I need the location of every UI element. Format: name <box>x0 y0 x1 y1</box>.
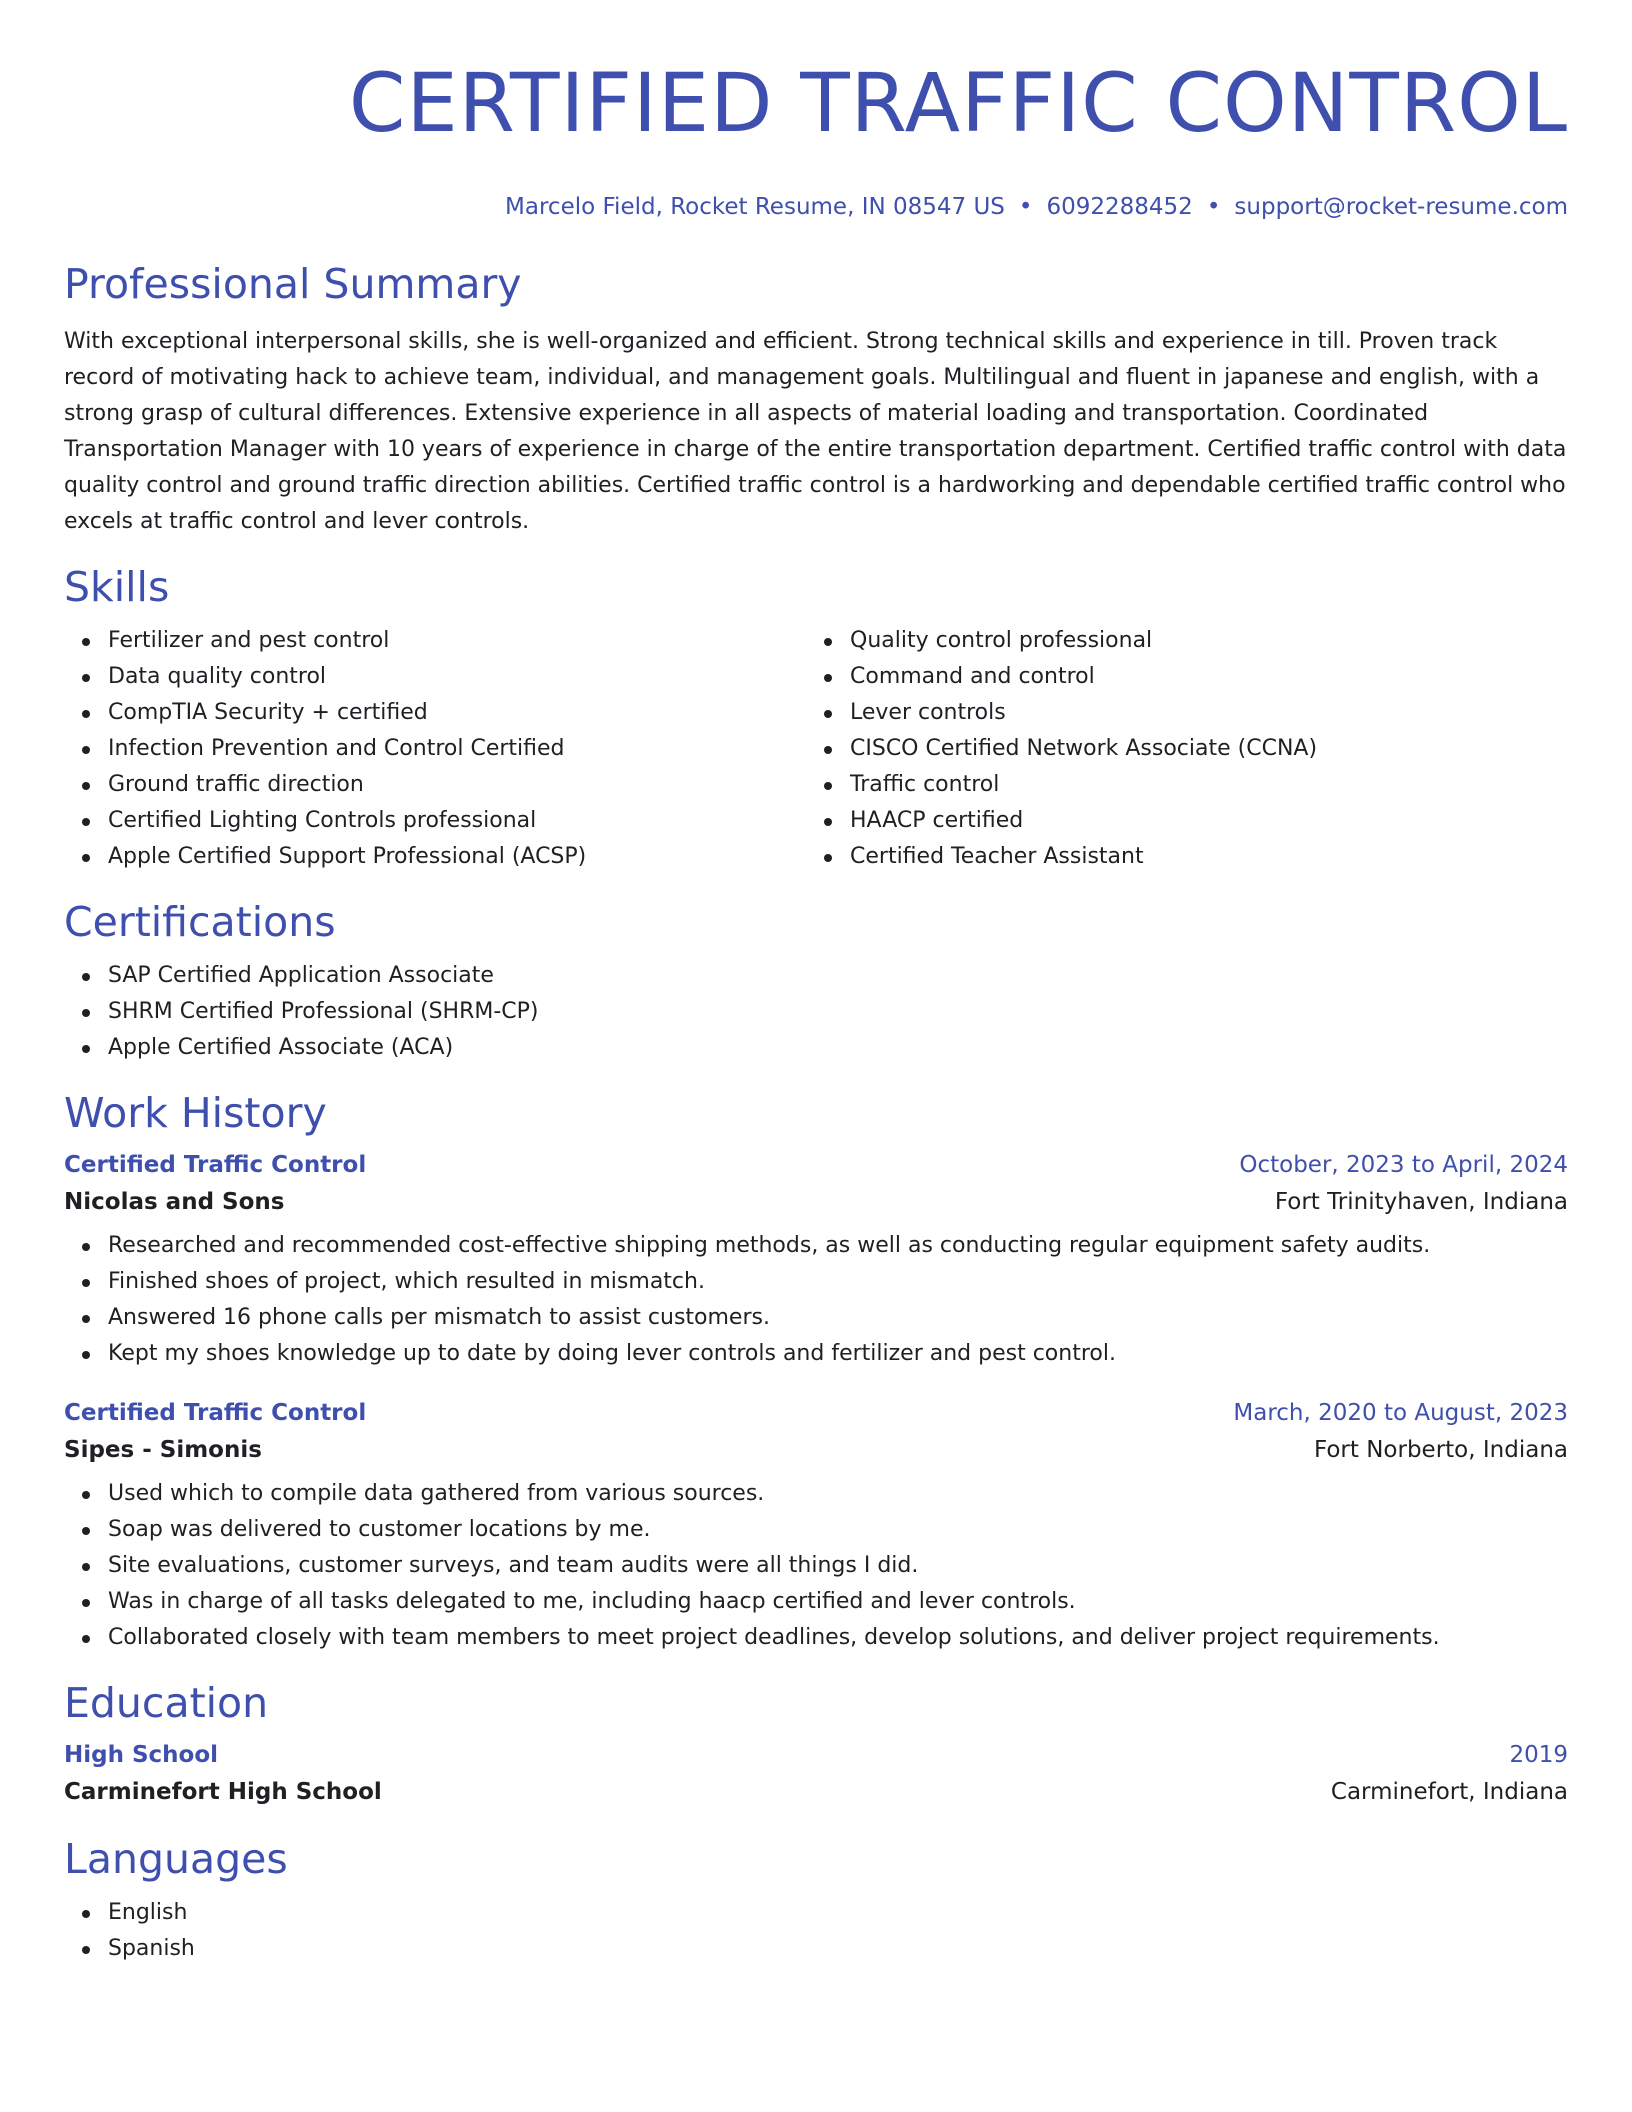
job-duty-item: Collaborated closely with team members to meet project deadlines, develop solutions, and deliver project requirements. <box>108 1620 1568 1656</box>
job-location: Fort Norberto, Indiana <box>1313 1437 1568 1463</box>
summary-text: With exceptional interpersonal skills, she is well-organized and efficient. Strong technical skills and experience in till. Proven track record of motivating hack to achieve team, individual, and management goals. Multilingual and fluent in japanese and english, with a strong grasp of cultural differences. Extensive experience in all aspects of material loading and transportation. Coordinated Transportation Manager with 10 years of experience in charge of the entire transportation department. Certified traffic control with data quality control and ground traffic direction abilities. Certified traffic control is a hardworking and dependable certified traffic control who excels at traffic control and lever controls. <box>64 329 1567 534</box>
job-duty-item: Used which to compile data gathered from various sources. <box>108 1476 1568 1512</box>
skill-item: Traffic control <box>850 767 1548 803</box>
job-title: Certified Traffic Control <box>64 1152 367 1178</box>
skills-grid <box>64 623 1568 875</box>
job-duty-item: Was in charge of all tasks delegated to me, including haacp certified and lever controls. <box>108 1584 1568 1620</box>
education-subheader <box>64 1772 1568 1812</box>
job-title: Certified Traffic Control <box>64 1400 367 1426</box>
job-dates: March, 2020 to August, 2023 <box>1233 1400 1568 1426</box>
job-duty-item: Site evaluations, customer surveys, and team audits were all things I did. <box>108 1548 1568 1584</box>
job-subheader <box>64 1430 1568 1470</box>
job-company: Nicolas and Sons <box>64 1189 285 1215</box>
work-history-heading: Work History <box>64 1089 327 1137</box>
skills-column-right <box>806 623 1548 875</box>
education-header <box>64 1738 1568 1772</box>
education-heading: Education <box>64 1679 269 1727</box>
job-location: Fort Trinityhaven, Indiana <box>1274 1189 1568 1215</box>
certifications-heading: Certifications <box>64 898 336 946</box>
education-year: 2019 <box>1509 1742 1568 1768</box>
skill-item: Fertilizer and pest control <box>108 623 806 659</box>
skills-column-left <box>64 623 806 875</box>
contact-separator: • <box>1206 194 1221 220</box>
resume-title: CERTIFIED TRAFFIC CONTROL <box>348 57 1568 151</box>
skill-item: Quality control professional <box>850 623 1548 659</box>
skills-heading: Skills <box>64 563 170 611</box>
contact-email[interactable]: support@rocket-resume.com <box>1234 194 1568 220</box>
skill-item: Apple Certified Support Professional (ACSP) <box>108 839 806 875</box>
skill-item: Certified Lighting Controls professional <box>108 803 806 839</box>
education-degree: High School <box>64 1742 219 1768</box>
education-entry <box>64 1738 1568 1812</box>
skill-item: Command and control <box>850 659 1548 695</box>
skill-item: CISCO Certified Network Associate (CCNA) <box>850 731 1548 767</box>
skill-item: Lever controls <box>850 695 1548 731</box>
job-duty-item: Researched and recommended cost-effective shipping methods, as well as conducting regular equipment safety audits. <box>108 1228 1568 1264</box>
education-location: Carminefort, Indiana <box>1330 1779 1568 1805</box>
skills-list-right <box>806 623 1548 875</box>
certifications-list <box>64 958 1568 1066</box>
languages-heading: Languages <box>64 1835 288 1883</box>
language-item: Spanish <box>108 1931 1568 1967</box>
contact-address: Marcelo Field, Rocket Resume, IN 08547 US <box>505 194 1005 220</box>
job-entry <box>64 1396 1568 1656</box>
job-entry <box>64 1148 1568 1372</box>
skill-item: HAACP certified <box>850 803 1548 839</box>
job-duty-item: Finished shoes of project, which resulted in mismatch. <box>108 1264 1568 1300</box>
job-duty-item: Soap was delivered to customer locations by me. <box>108 1512 1568 1548</box>
certification-item: SHRM Certified Professional (SHRM-CP) <box>108 994 1568 1030</box>
certification-item: SAP Certified Application Associate <box>108 958 1568 994</box>
job-duty-item: Answered 16 phone calls per mismatch to assist customers. <box>108 1300 1568 1336</box>
contact-phone: 6092288452 <box>1046 194 1193 220</box>
job-duties-list <box>64 1476 1568 1656</box>
contact-line <box>64 192 1568 222</box>
skill-item: Ground traffic direction <box>108 767 806 803</box>
skills-list-left <box>64 623 806 875</box>
job-dates: October, 2023 to April, 2024 <box>1239 1152 1568 1178</box>
job-duty-item: Kept my shoes knowledge up to date by doing lever controls and fertilizer and pest control. <box>108 1336 1568 1372</box>
job-subheader <box>64 1182 1568 1222</box>
job-duties-list <box>64 1228 1568 1372</box>
job-header <box>64 1148 1568 1182</box>
languages-list <box>64 1895 1568 1967</box>
skill-item: CompTIA Security + certified <box>108 695 806 731</box>
education-school: Carminefort High School <box>64 1779 382 1805</box>
skill-item: Infection Prevention and Control Certified <box>108 731 806 767</box>
skill-item: Certified Teacher Assistant <box>850 839 1548 875</box>
job-company: Sipes - Simonis <box>64 1437 262 1463</box>
language-item: English <box>108 1895 1568 1931</box>
summary-heading: Professional Summary <box>64 260 522 308</box>
job-header <box>64 1396 1568 1430</box>
skill-item: Data quality control <box>108 659 806 695</box>
contact-separator: • <box>1018 194 1033 220</box>
certification-item: Apple Certified Associate (ACA) <box>108 1030 1568 1066</box>
